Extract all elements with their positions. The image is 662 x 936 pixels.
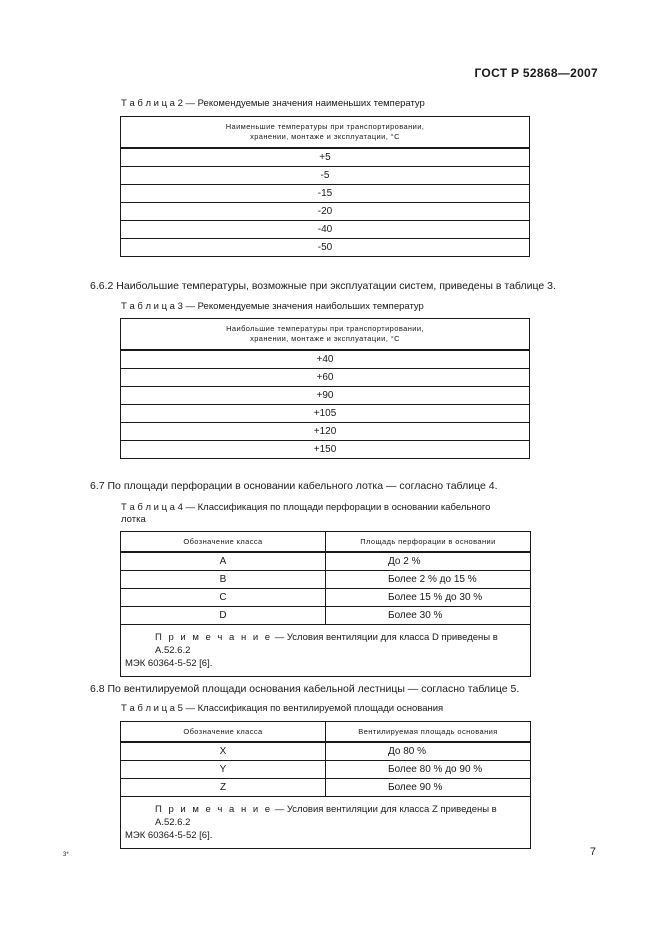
table4-caption: Т а б л и ц а 4 — Классификация по площади перфорации в основании кабельного лотка <box>121 502 491 525</box>
paragraph-6-8: 6.8 По вентилируемой площади основания кабельной лестницы — согласно таблице 5. <box>90 683 520 695</box>
table-row: +5 <box>121 148 530 167</box>
table-row: -50 <box>121 239 530 257</box>
page-number: 7 <box>589 846 596 858</box>
table-row: +40 <box>121 350 530 369</box>
table3 <box>120 318 530 459</box>
table-row: В Более 2 % до 15 % <box>121 571 531 589</box>
table-row: D Более 30 % <box>121 607 531 625</box>
table5-note: П р и м е ч а н и е — Условия вентиляции для класса Z приведены в А.52.6.2 МЭК 60364-5-52 [6]. <box>121 797 531 849</box>
document-code: ГОСТ Р 52868—2007 <box>474 66 598 80</box>
table5-col-area: Вентилируемая площадь основания <box>326 722 531 743</box>
table2 <box>120 116 530 257</box>
paragraph-6-6-2: 6.6.2 Наибольшие температуры, возможные при эксплуатации систем, приведены в таблице 3. <box>90 280 556 292</box>
table2-caption: Т а б л и ц а 2 — Рекомендуемые значения наименьших температур <box>121 98 425 109</box>
table-row: А До 2 % <box>121 552 531 571</box>
table5-col-class: Обозначение класса <box>121 722 326 743</box>
table2-header: Наименьшие температуры при транспортировании, хранении, монтаже и эксплуатации, °С <box>121 117 530 149</box>
table-row: X До 80 % <box>121 742 531 761</box>
table-row: -15 <box>121 185 530 203</box>
table-row: -5 <box>121 167 530 185</box>
table-row: -40 <box>121 221 530 239</box>
table5 <box>120 721 531 849</box>
table3-header: Наибольшие температуры при транспортировании, хранении, монтаже и эксплуатации, °С <box>121 319 530 351</box>
table-row: С Более 15 % до 30 % <box>121 589 531 607</box>
footer-mark: 3* <box>63 852 69 858</box>
paragraph-6-7: 6.7 По площади перфорации в основании кабельного лотка — согласно таблице 4. <box>90 480 498 492</box>
table-row: -20 <box>121 203 530 221</box>
table-row: +60 <box>121 369 530 387</box>
table-row: +120 <box>121 423 530 441</box>
table4-col-area: Площадь перфорации в основании <box>326 532 531 553</box>
table-row: +150 <box>121 441 530 459</box>
table3-caption: Т а б л и ц а 3 — Рекомендуемые значения наибольших температур <box>121 301 424 312</box>
table-row: Z Более 90 % <box>121 779 531 797</box>
table-row: +90 <box>121 387 530 405</box>
table5-caption: Т а б л и ц а 5 — Классификация по вентилируемой площади основания <box>121 703 444 714</box>
table4 <box>120 531 531 677</box>
table-row: +105 <box>121 405 530 423</box>
table4-col-class: Обозначение класса <box>121 532 326 553</box>
table-row: Y Более 80 % до 90 % <box>121 761 531 779</box>
table4-note: П р и м е ч а н и е — Условия вентиляции для класса D приведены в А.52.6.2 МЭК 60364-5-52 [6]. <box>121 625 531 677</box>
